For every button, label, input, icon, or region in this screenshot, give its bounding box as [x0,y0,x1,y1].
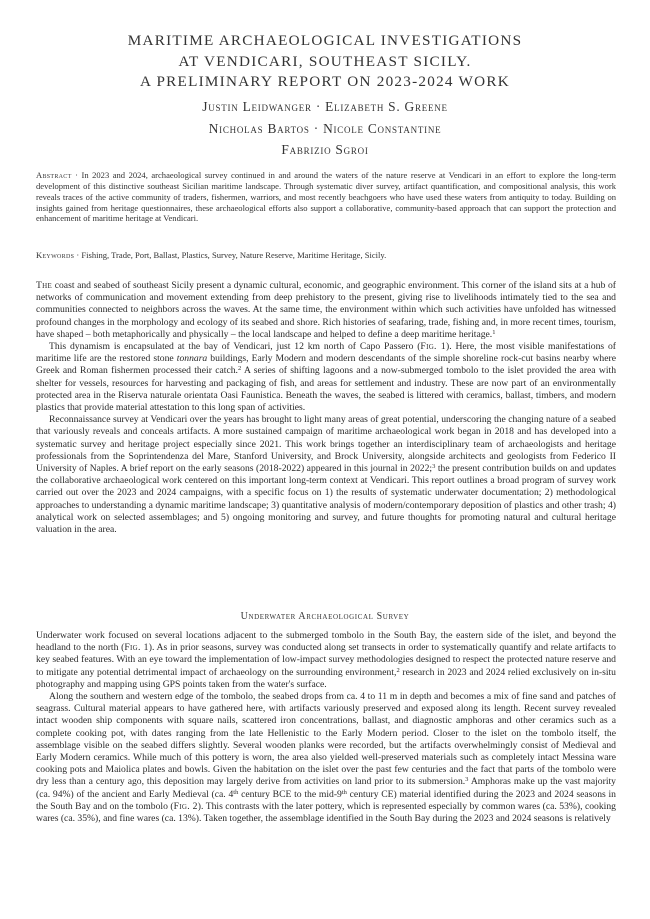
lead-word: The [36,280,53,291]
author-line: Fabrizio Sgroi [281,142,369,157]
abstract-label: Abstract [36,170,72,180]
author-list [0,96,650,161]
paragraph: This dynamism is encapsulated at the bay of Vendicari, just 12 km north of Capo Passero (Fig. 1). Here, the most visible manifestations of maritime life are the restored stone tonnara buildings, Early Modern and modern descendants of the simple shoreline rock-cut basins nearby where Greek and Roman fishermen processed their catch.$^2$ A series of shifting lagoons and a now-submerged tombolo to the islet provided the area with shelter for vessels, resources for harvesting and packaging of fish, and areas for settlement and industry. These are now part of an environmentally protected area in the Riserva naturale orientata Oasi Faunistica. Beneath the waves, the seabed is littered with ceramics, ballast, timbers, and modern plastics that provide material attestation to this long span of activities. [36,341,617,414]
paragraph: The coast and seabed of southeast Sicily present a dynamic cultural, economic, and geographic environment. This corner of the island sits at a hub of networks of communication and movement extending from deep prehistory to the present, giving rise to livelihoods intimately tied to the sea and communities connected to neighbors across the waves. At the same time, the environment within which such activities have unfolded has witnessed profound changes in the morphology and ecology of its seabed and shore. Rich histories of seafaring, trade, fishing and, in more recent times, tourism, have shaped – both metaphorically and physically – the local landscape and helped to define a deep maritime heritage.$^1$ [36,280,616,340]
footnote-ref[interactable]: 3 [432,463,436,471]
paragraph: Along the southern and western edge of the tombolo, the seabed drops from ca. 4 to 11 m in depth and becomes a mix of fine sand and patches of seagrass. Cultural material appears to have gathered here, with artifacts variously preserved and exposed along its length. Recent survey revealed intact wooden ship components with square nails, scattered iron concentrations, ballast, and diagnostic amphoras and other ceramics such as a complete cooking pot, with dates ranging from the late Hellenistic to the Early Modern period. Closer to the islet on the tombolo itself, the assemblage visible on the seabed differs slightly. Several wooden planks were recorded, but the artifacts overwhelmingly consist of Medieval and Early Modern ceramics. While much of this pottery is worn, the area also yielded well-preserved materials such as completely intact Messina ware cooking pots and Maiolica plates and bowls. Given the habitation on the islet over the past few centuries and the fact that parts of the tombolo were dry less than a century ago, this deposition may largely derive from activities on land prior to its submersion.$^3$ Amphoras make up the vast majority (ca. 94%) of the ancient and Early Medieval (ca. 4th century BCE to the mid-9th century CE) material identified during the 2023 and 2024 seasons in the South Bay and on the tombolo (Fig. 2). This contrasts with the later pottery, which is represented especially by common wares (ca. 53%), cooking wares (ca. 35%), and fine wares (ca. 13%). Taken together, the assemblage identified in the South Bay during the 2023 and 2024 seasons is relatively [36,691,616,825]
figure-ref[interactable]: Fig. 1 [124,642,149,654]
figure-ref[interactable]: Fig. 2 [173,800,198,812]
article-title [0,31,650,93]
ordinal-suffix: th [233,788,239,796]
section-body [36,630,616,825]
italic-term: tonnara [176,353,208,365]
footnote-ref[interactable]: 2 [237,365,242,373]
keywords-text: · Fishing, Trade, Port, Ballast, Plastics, Survey, Nature Reserve, Maritime Heritage, Sicily. [74,250,387,260]
figure-ref[interactable]: Fig. 1 [420,341,447,353]
footnote-ref[interactable]: 1 [492,328,496,336]
title-line: AT VENDICARI, SOUTHEAST SICILY. [178,52,472,70]
introduction [36,280,616,536]
abstract-text: · In 2023 and 2024, archaeological survey continued in and around the waters of the nature reserve at Vendicari in an effort to explore the long-term development of this distinctive southeast Sicilian maritime landscape. Through systematic diver survey, artifact quantification, and compositional analysis, this work reveals traces of the active community of traders, fishermen, warriors, and most recently beachgoers who have used these waters from antiquity to today. Building on insights gained from heritage questionnaires, these archaeological efforts also support a collaborative, community-based approach that can support the protection and enhancement of maritime heritage at Vendicari. [36,170,616,224]
title-line: MARITIME ARCHAEOLOGICAL INVESTIGATIONS [127,32,523,49]
paragraph: Underwater work focused on several locations adjacent to the submerged tombolo in the South Bay, the eastern side of the islet, and beyond the headland to the north (Fig. 1). As in prior seasons, survey was conducted along set transects in order to systematically quantify and relate artifacts to key seabed features. With an eye toward the implementation of low-impact survey methodologies designed to respect the protected nature reserve and to mitigate any potential detrimental impact of archaeology on the surrounding environment,$^2$ research in 2023 and 2024 relied exclusively on in-situ photography and mapping using GPS points taken from the water's surface. [36,630,616,690]
section-heading: Underwater Archaeological Survey [240,611,410,622]
author-line: Nicholas Bartos · Nicole Constantine [208,120,442,136]
abstract [36,170,616,224]
title-line: A PRELIMINARY REPORT ON 2023-2024 WORK [140,73,510,90]
keywords-label: Keywords [36,250,75,260]
footnote-ref[interactable]: 3 [465,776,469,784]
footnote-ref[interactable]: 2 [396,666,400,674]
keywords [36,250,616,261]
ordinal-suffix: th [341,788,347,796]
paragraph: Reconnaissance survey at Vendicari over the years has brought to light many areas of great potential, underscoring the changing nature of a seabed that variously reveals and conceals artifacts. A more sustained campaign of maritime archaeological work began in 2018 and has developed into a systematic survey and heritage project especially since 2021. This work brings together an interdisciplinary team of archaeologists and heritage professionals from the Soprintendenza del Mare, Stanford University, and Brock University, alongside architects and geologists from Federico II University of Naples. A brief report on the early seasons (2018-2022) appeared in this journal in 2022;$^3$ the present contribution builds on and updates the collaborative archaeological work centered on this important long-term context at Vendicari. This report outlines a broad program of survey work carried out over the 2023 and 2024 campaigns, with a specific focus on 1) the results of systematic underwater documentation; 2) methodological approaches to understanding a dynamic maritime landscape; 3) quantitative analysis of modern/contemporary deposition of plastics and other trash; 4) analytical work on selected assemblages; and 5) ongoing monitoring and survey, and future thoughts for promoting natural and cultural heritage valuation in the area. [36,414,616,536]
author-line: Justin Leidwanger · Elizabeth S. Greene [202,99,448,114]
